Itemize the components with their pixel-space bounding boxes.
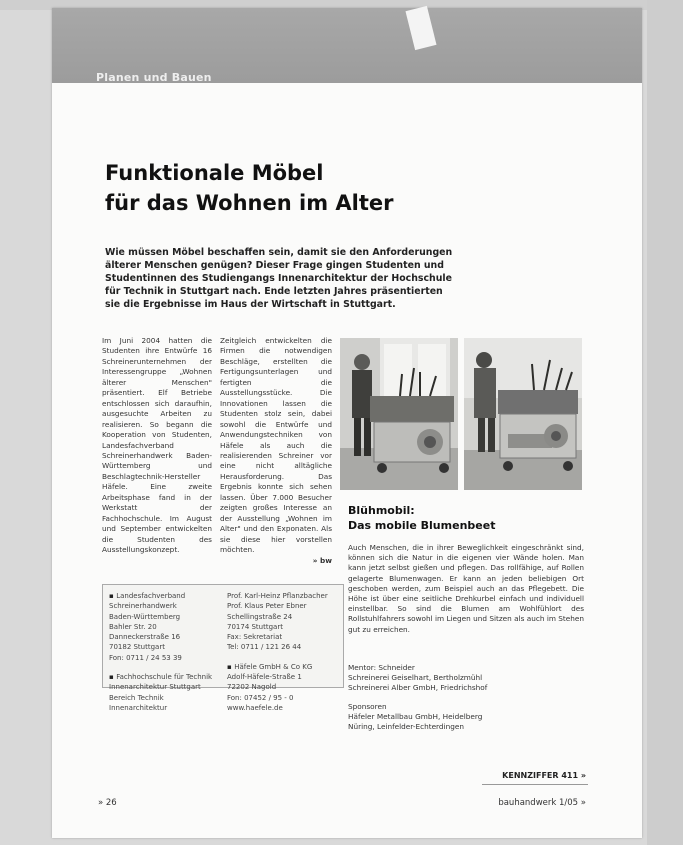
- continue-marker: » bw: [312, 555, 332, 565]
- info-line: Schellingstraße 24: [227, 612, 293, 621]
- article-lead: Wie müssen Möbel beschaffen sein, damit sie den Anforderungen älterer Menschen genügen? Dieser Frage gingen Studenten und Studentinnen des Studiengangs Innenarchitektur der Hochschule für Technik in Stuttgart nach. Ende letzten Jahres präsentierten sie die Ergebnisse im Haus der Wirtschaft in Stuttgart.: [105, 247, 453, 310]
- info-line: ▪ Fachhochschule für Technik: [109, 672, 221, 682]
- credit-label: Mentor: Schneider: [348, 663, 415, 672]
- info-entry: [109, 591, 221, 663]
- info-line: Bereich Technik: [109, 693, 164, 702]
- subhead-line-1: Blühmobil:: [348, 504, 415, 517]
- magazine-page: [52, 8, 642, 838]
- info-line: Adolf-Häfele-Straße 1: [227, 673, 302, 682]
- info-entry: [227, 591, 339, 653]
- photo-man-with-planter: [340, 338, 458, 490]
- info-line: Schreinerhandwerk: [109, 602, 177, 611]
- footer-rule: [482, 784, 588, 785]
- title-line-2: für das Wohnen im Alter: [105, 191, 394, 215]
- info-line: Prof. Karl-Heinz Pflanzbacher: [227, 592, 328, 600]
- article-title: [105, 158, 485, 218]
- info-line: Baden-Württemberg: [109, 612, 181, 621]
- credit-block: [348, 663, 584, 694]
- body-paragraph: Auch Menschen, die in ihrer Beweglichkeit eingeschränkt sind, können sich die Natur in die eigenen vier Wände holen. Man kann jetzt selbst gießen und pflegen. Das rollfähige, auf Rollen gelagerte Blumenwagen. Er kann an jeden beliebigen Ort geschoben werden, zum Beispiel auch an das Pflegebett. Die Höhe ist über eine seitliche Drehkurbel einfach und individuell einstellbar. So sind die Blumen am Wohlfühlort des Rollstuhlfahrers sowohl im Liegen und Sitzen als auch im Stehen gut zu erreichen.: [348, 543, 584, 634]
- section-label: Planen und Bauen: [96, 71, 212, 84]
- info-line: Innenarchitektur Stuttgart: [109, 683, 201, 692]
- info-entry: [227, 662, 339, 713]
- section-subhead: [348, 503, 495, 533]
- info-line: Prof. Klaus Peter Ebner: [227, 602, 307, 611]
- credits: [348, 663, 584, 740]
- scan-margin-right: [647, 0, 683, 845]
- info-line: Tel: 0711 / 121 26 44: [227, 643, 302, 652]
- title-line-1: Funktionale Möbel: [105, 161, 324, 185]
- credit-line: Nüring, Leinfelder-Echterdingen: [348, 722, 464, 732]
- info-line: 70174 Stuttgart: [227, 622, 283, 631]
- credit-block: [348, 702, 584, 733]
- text-column-1: Im Juni 2004 hatten die Studenten ihre Entwürfe 16 Schreinerunternehmen der Interessengruppe „Wohnen älterer Menschen" präsentiert. Elf Betriebe entschlossen sich daraufhin, ausgesuchte Arbeiten zu realisieren. So begann die Kooperation von Studenten, Landesfachverband Schreinerhandwerk Baden-Württemberg und Beschlagtechnik-Hersteller Häfele. Eine zweite Arbeitsphase fand in der Werkstatt der Fachhochschule. Im August und September entwickelten die Studenten des Ausstellungskonzept.: [102, 336, 212, 555]
- photo-woman-with-planter: [464, 338, 582, 490]
- info-column-right: [227, 591, 339, 722]
- issue-label: bauhandwerk 1/05 »: [498, 798, 586, 808]
- credit-line: Schreinerei Alber GmbH, Friedrichshof: [348, 683, 488, 693]
- info-line: www.haefele.de: [227, 703, 283, 712]
- credit-line: Schreinerei Geiselhart, Bertholzmühl: [348, 673, 483, 683]
- info-column-left: [109, 591, 221, 722]
- column-2-text: Zeitgleich entwickelten die Firmen die notwendigen Beschläge, erstellten die Fertigungsunterlagen und fertigten die Ausstellungsstücke. Die Innovationen lassen die Studenten stolz sein, dabei sowohl die Entwürfe und Anwendungstechniken von Häfele als auch die realisierenden Schreiner vor eine nicht alltägliche Herausforderung. Das Ergebnis konnte sich sehen lassen. Über 7.000 Besucher zeigten großes Interesse an der Ausstellung „Wohnen im Alter" und den Exponaten. Als sie diese hier vorstellen möchten.: [220, 336, 332, 555]
- info-entry: [109, 672, 221, 713]
- info-line: Innenarchitektur: [109, 703, 168, 712]
- info-line: Danneckerstraße 16: [109, 633, 181, 642]
- info-line: ▪ Häfele GmbH & Co KG: [227, 662, 339, 672]
- info-line: Fax: Sekretariat: [227, 633, 283, 642]
- info-line: Bahler Str. 20: [109, 622, 157, 631]
- credit-label: Sponsoren: [348, 701, 387, 711]
- info-line: Fon: 0711 / 24 53 39: [109, 653, 182, 662]
- info-line: 70182 Stuttgart: [109, 643, 165, 652]
- credit-line: Häfeler Metallbau GmbH, Heidelberg: [348, 711, 483, 721]
- info-box: [102, 584, 344, 712]
- kennziffer-label: KENNZIFFER 411 »: [502, 771, 586, 780]
- info-line: Fon: 07452 / 95 - 0: [227, 693, 294, 702]
- page-number: » 26: [98, 798, 117, 808]
- info-line: ▪ Landesfachverband: [109, 591, 221, 601]
- text-column-2: [220, 336, 332, 566]
- info-line: 72202 Nagold: [227, 683, 277, 692]
- subhead-line-2: Das mobile Blumenbeet: [348, 519, 496, 532]
